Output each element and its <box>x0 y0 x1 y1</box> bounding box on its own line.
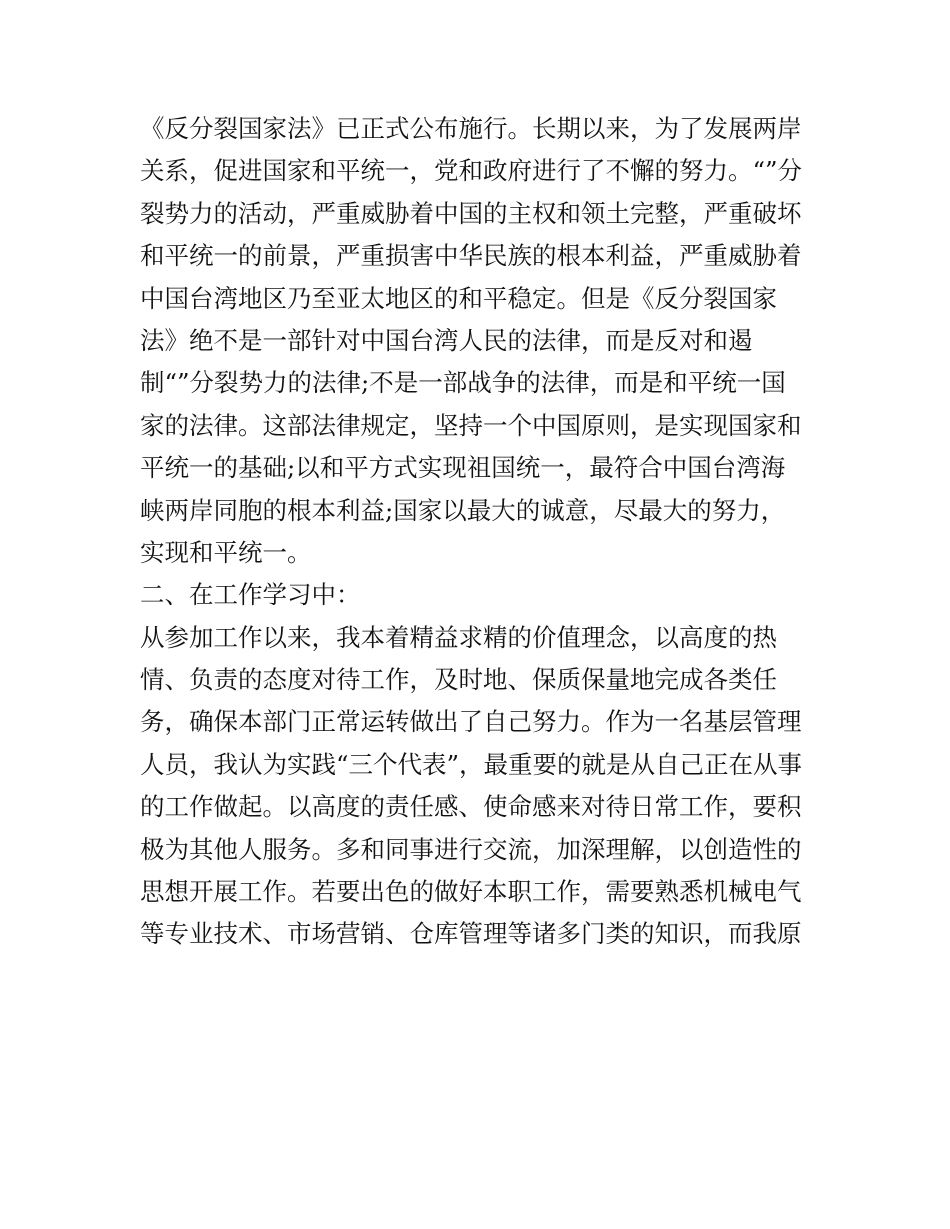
text-line: 思想开展工作。若要出色的做好本职工作，需要熟悉机械电气 <box>140 877 802 907</box>
text-line: 从参加工作以来，我本着精益求精的价值理念，以高度的热 <box>140 622 777 652</box>
text-line: 峡两岸同胞的根本利益;国家以最大的诚意，尽最大的努力， <box>140 495 786 525</box>
body-text <box>140 108 820 956</box>
text-line: 务，确保本部门正常运转做出了自己努力。作为一名基层管理 <box>140 707 802 737</box>
section-heading: 二、在工作学习中： <box>140 580 361 610</box>
text-line: 《反分裂国家法》已正式公布施行。长期以来，为了发展两岸 <box>140 114 802 143</box>
text-line: 家的法律。这部法律规定，坚持一个中国原则，是实现国家和 <box>140 410 802 440</box>
text-line: 人员，我认为实践“三个代表”，最重要的就是从自己正在从事 <box>140 749 803 779</box>
text-line: 的工作做起。以高度的责任感、使命感来对待日常工作，要积 <box>140 792 802 822</box>
text-line: 等专业技术、市场营销、仓库管理等诸多门类的知识，而我原 <box>140 919 802 949</box>
text-line: 平统一的基础;以和平方式实现祖国统一，最符合中国台湾海 <box>140 453 786 483</box>
text-line: 极为其他人服务。多和同事进行交流，加深理解，以创造性的 <box>140 834 802 864</box>
text-line: 法》绝不是一部针对中国台湾人民的法律，而是反对和遏 <box>140 325 753 355</box>
text-line: 制“”分裂势力的法律;不是一部战争的法律，而是和平统一国 <box>140 368 786 398</box>
text-line: 关系，促进国家和平统一，党和政府进行了不懈的努力。“”分 <box>140 156 803 186</box>
text-line: 情、负责的态度对待工作，及时地、保质保量地完成各类任 <box>140 665 777 695</box>
text-line: 实现和平统一。 <box>140 537 312 567</box>
text-line: 和平统一的前景，严重损害中华民族的根本利益，严重威胁着 <box>140 241 802 271</box>
text-line: 中国台湾地区乃至亚太地区的和平稳定。但是《反分裂国家 <box>140 283 777 313</box>
text-line: 裂势力的活动，严重威胁着中国的主权和领土完整，严重破坏 <box>140 198 802 228</box>
